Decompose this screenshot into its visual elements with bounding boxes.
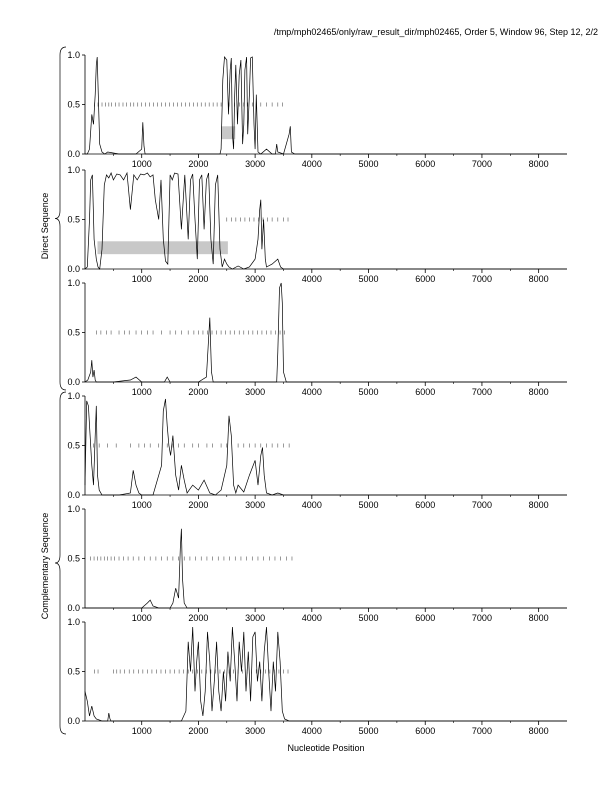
- series-line: [85, 529, 567, 608]
- x-axis-label: Nucleotide Position: [287, 743, 365, 753]
- y-tick-label: 0.5: [67, 327, 80, 338]
- x-tick-label: 6000: [415, 274, 436, 284]
- series-line: [85, 283, 567, 382]
- y-tick-label: 1.0: [67, 504, 80, 514]
- series-line: [85, 173, 567, 269]
- series-line: [85, 399, 567, 495]
- x-tick-label: 3000: [245, 274, 266, 284]
- x-tick-label: 4000: [301, 500, 322, 510]
- x-tick-label: 5000: [358, 159, 379, 169]
- x-tick-label: 1000: [131, 387, 152, 397]
- y-tick-label: 0.0: [67, 264, 80, 274]
- panel-3: [67, 278, 567, 397]
- x-tick-label: 1000: [131, 159, 152, 169]
- highlight-box: [97, 241, 227, 254]
- x-tick-label: 8000: [528, 613, 549, 623]
- y-tick-label: 1.0: [67, 278, 80, 288]
- direct-sequence-label: Direct Sequence: [40, 192, 50, 260]
- x-tick-label: 3000: [245, 387, 266, 397]
- panel-2: [67, 165, 567, 284]
- complementary-sequence-bracket: [55, 392, 66, 734]
- x-tick-label: 6000: [415, 159, 436, 169]
- y-tick-label: 1.0: [67, 617, 80, 627]
- x-tick-label: 1000: [131, 500, 152, 510]
- group-brackets: [55, 47, 66, 734]
- x-tick-label: 3000: [245, 726, 266, 736]
- x-tick-label: 4000: [301, 613, 322, 623]
- y-tick-label: 0.5: [67, 99, 80, 110]
- y-tick-label: 0.5: [67, 214, 80, 225]
- x-tick-label: 8000: [528, 159, 549, 169]
- x-tick-label: 4000: [301, 387, 322, 397]
- panel-4: [67, 391, 567, 510]
- x-tick-label: 2000: [188, 500, 209, 510]
- complementary-sequence-label: Complementary Sequence: [40, 512, 50, 620]
- x-tick-label: 3000: [245, 159, 266, 169]
- highlight-box: [221, 126, 235, 139]
- x-tick-label: 8000: [528, 274, 549, 284]
- x-tick-label: 4000: [301, 159, 322, 169]
- x-tick-label: 7000: [471, 500, 492, 510]
- y-tick-label: 0.5: [67, 553, 80, 564]
- x-tick-label: 8000: [528, 500, 549, 510]
- x-tick-label: 4000: [301, 726, 322, 736]
- x-tick-label: 7000: [471, 613, 492, 623]
- x-tick-label: 2000: [188, 726, 209, 736]
- x-tick-label: 7000: [471, 274, 492, 284]
- panel-5: [67, 504, 567, 623]
- y-tick-label: 0.0: [67, 490, 80, 500]
- x-tick-label: 1000: [131, 613, 152, 623]
- x-tick-label: 2000: [188, 613, 209, 623]
- panel-6: [67, 617, 567, 736]
- y-tick-label: 0.5: [67, 666, 80, 677]
- y-tick-label: 1.0: [67, 50, 80, 60]
- x-tick-label: 7000: [471, 159, 492, 169]
- y-tick-label: 0.0: [67, 149, 80, 159]
- x-tick-label: 8000: [528, 387, 549, 397]
- x-tick-label: 7000: [471, 726, 492, 736]
- x-tick-label: 1000: [131, 274, 152, 284]
- direct-sequence-bracket: [55, 47, 66, 390]
- x-tick-label: 3000: [245, 500, 266, 510]
- x-tick-label: 8000: [528, 726, 549, 736]
- x-tick-label: 5000: [358, 500, 379, 510]
- y-tick-label: 0.0: [67, 603, 80, 613]
- y-tick-label: 0.0: [67, 377, 80, 387]
- y-tick-label: 1.0: [67, 391, 80, 401]
- x-tick-label: 5000: [358, 274, 379, 284]
- x-tick-label: 2000: [188, 274, 209, 284]
- x-tick-label: 5000: [358, 726, 379, 736]
- y-tick-label: 0.0: [67, 716, 80, 726]
- x-tick-label: 6000: [415, 613, 436, 623]
- panel-1: [67, 50, 567, 169]
- header-path-text: /tmp/mph02465/only/raw_result_dir/mph02465, Order 5, Window 96, Step 12, 2/2: [273, 27, 598, 37]
- x-tick-label: 5000: [358, 613, 379, 623]
- x-tick-label: 6000: [415, 726, 436, 736]
- x-tick-label: 4000: [301, 274, 322, 284]
- x-tick-label: 6000: [415, 500, 436, 510]
- y-tick-label: 0.5: [67, 440, 80, 451]
- x-tick-label: 1000: [131, 726, 152, 736]
- x-tick-label: 5000: [358, 387, 379, 397]
- x-tick-label: 2000: [188, 159, 209, 169]
- y-tick-label: 1.0: [67, 165, 80, 175]
- panels: [67, 50, 567, 736]
- x-tick-label: 7000: [471, 387, 492, 397]
- x-tick-label: 3000: [245, 613, 266, 623]
- x-tick-label: 2000: [188, 387, 209, 397]
- x-tick-label: 6000: [415, 387, 436, 397]
- series-line: [85, 627, 567, 721]
